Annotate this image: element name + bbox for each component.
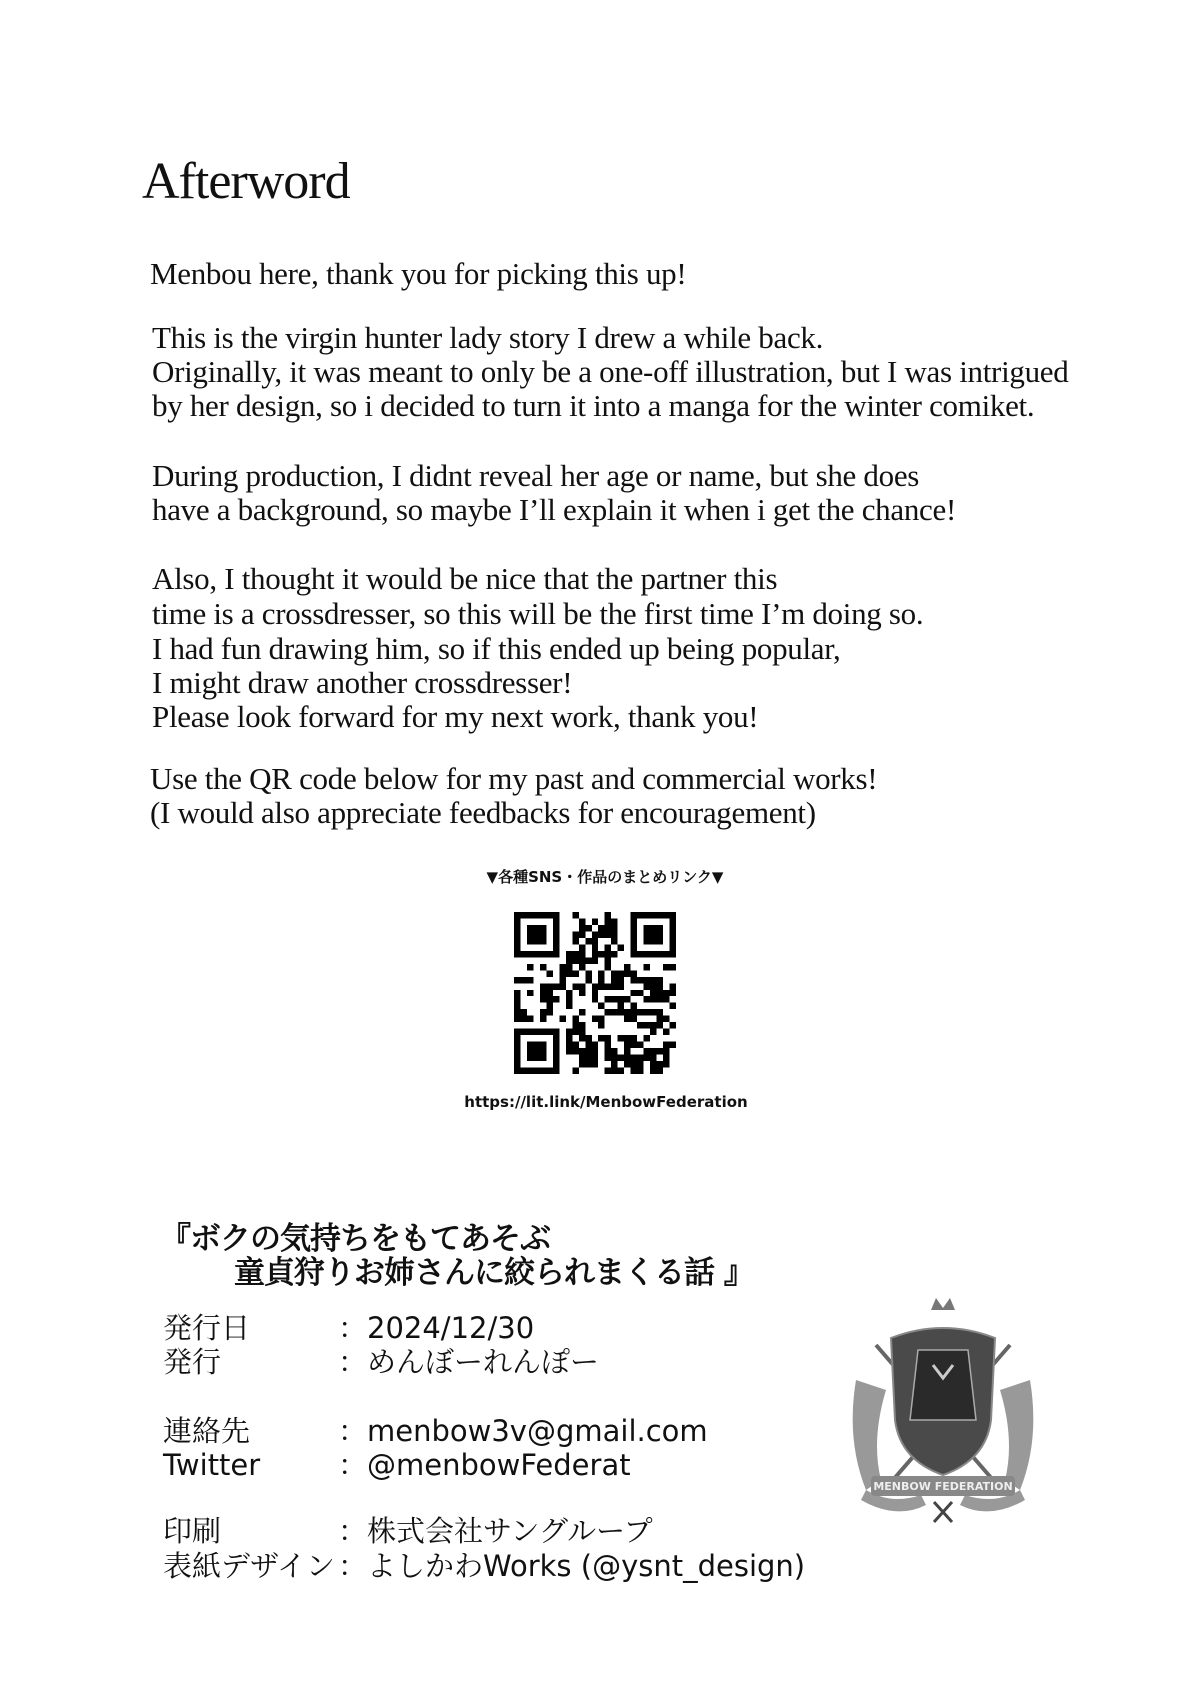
text-line: Use the QR code below for my past and commercial works!	[150, 761, 878, 796]
info-label: 表紙デザイン	[163, 1549, 335, 1583]
text-line: Menbou here, thank you for picking this up!	[150, 256, 687, 291]
info-value: ：2024/12/30	[338, 1311, 535, 1345]
book-title-line1: 『ボクの気持ちをもてあそぶ	[160, 1221, 550, 1257]
text-line: I had fun drawing him, so if this ended up being popular,	[152, 631, 841, 666]
info-label: 発行日	[163, 1311, 251, 1345]
info-label: Twitter	[163, 1448, 261, 1482]
text-line: (I would also appreciate feedbacks for encouragement)	[150, 795, 816, 830]
info-value: ：よしかわWorks (@ysnt_design)	[338, 1549, 806, 1583]
text-line: During production, I didnt reveal her age or name, but she does	[152, 458, 920, 493]
info-row-twitter	[163, 1443, 631, 1484]
info-value: ：@menbowFederat	[338, 1448, 631, 1482]
qr-url-link[interactable]: https://lit.link/MenbowFederation	[464, 1093, 748, 1111]
text-line: I might draw another crossdresser!	[152, 665, 573, 700]
info-label: 発行	[163, 1345, 222, 1379]
qr-code[interactable]	[514, 912, 676, 1074]
text-line: time is a crossdresser, so this will be the first time I’m doing so.	[152, 596, 924, 631]
text-line: Also, I thought it would be nice that the partner this	[152, 561, 778, 596]
book-title-line2: 童貞狩りお姉さんに絞られまくる話 』	[234, 1255, 754, 1291]
info-value: ：menbow3v@gmail.com	[338, 1414, 708, 1448]
text-line: Please look forward for my next work, thank you!	[152, 699, 759, 734]
info-label: 印刷	[163, 1514, 222, 1548]
svg-text:MENBOW FEDERATION: MENBOW FEDERATION	[873, 1480, 1013, 1493]
qr-heading: ▼各種SNS・作品のまとめリンク▼	[486, 868, 724, 886]
info-row-publisher	[163, 1340, 599, 1381]
text-line: This is the virgin hunter lady story I drew a while back.	[152, 320, 824, 355]
info-label: 連絡先	[163, 1414, 251, 1448]
info-value: ：めんぼーれんぽー	[338, 1345, 600, 1379]
info-row-cover-design	[163, 1544, 805, 1585]
page-title: Afterword	[142, 153, 350, 210]
info-value: ：株式会社サングループ	[338, 1514, 653, 1548]
text-line: have a background, so maybe I’ll explain it when i get the chance!	[152, 492, 956, 527]
text-line: by her design, so i decided to turn it into a manga for the winter comiket.	[152, 388, 1035, 423]
menbow-federation-emblem-logo	[836, 1290, 1050, 1540]
text-line: Originally, it was meant to only be a one-off illustration, but I was intrigued	[152, 354, 1069, 389]
